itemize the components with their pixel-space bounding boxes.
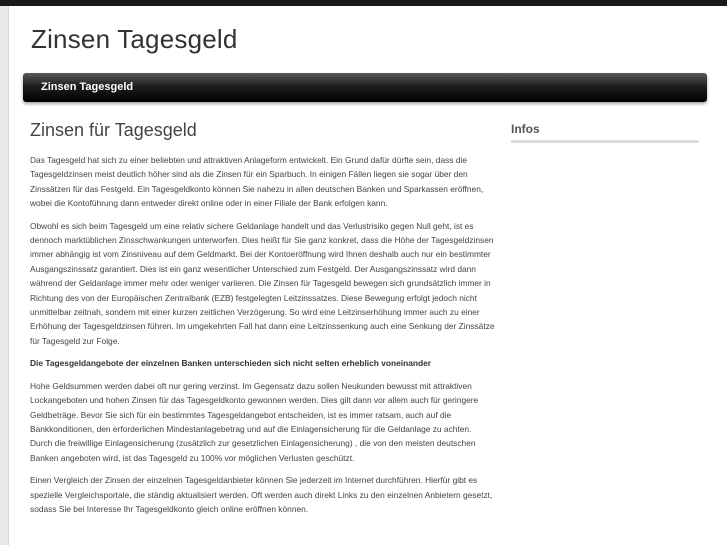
sidebar (511, 122, 699, 143)
post-paragraph: Das Tagesgeld hat sich zu einer beliebten und attraktiven Anlageform entwickelt. Ein Grund dafür dürfte sein, dass die Tagesgeldzinsen meist deutlich höher sind als die Zinsen für ein Sparbuch. In einigen Fällen liegen sie sogar über den Zinssätzen für das Festgeld. Ein Tagesgeldkonto können Sie nahezu in allen deutschen Banken und Sparkassen eröffnen, wobei die Kontoführung dann entweder direkt online oder in einer Filiale der Bank erfolgen kann. (30, 155, 484, 209)
post-paragraph: Einen Vergleich der Zinsen der einzelnen Tagesgeldanbieter können Sie jederzeit im Internet durchführen. Hierfür gibt es spezielle Vergleichsportale, die ständig aktualisiert werden. Oft werden auch direkt Links zu den einzelnen Anbietern gesetzt, sodass Sie bei Interesse Ihr Tagesgeldkonto gleich online eröffnen können. (30, 475, 493, 514)
post-paragraph: Obwohl es sich beim Tagesgeld um eine relativ sichere Geldanlage handelt und das Verlustrisiko gegen Null geht, ist es dennoch marktüblichen Zinsschwankungen unterworfen. Dies heißt für Sie ganz konkret, dass die Höhe der Tagesgeldzinsen immer abhängig ist vom Zinsniveau auf dem Geldmarkt. Bei der Kontoeröffnung wird Ihnen deshalb auch nur ein bestimmter Ausgangszinssatz garantiert. Dies ist ein ganz wesentlicher Unterschied zum Festgeld. Der Ausgangszinssatz wird dann während der Geldanlage immer mehr oder weniger variieren. Die Zinsen für Tagesgeld bewegen sich grundsätzlich immer in Richtung des von der Europäischen Zentralbank (EZB) festgelegten Leitzinssatzes. Diese Bewegung erfolgt jedoch nicht unmittelbar zeitnah, sondern mit einer kurzen zeitlichen Verzögerung. So wird eine Leitzinserhöhung immer auch zu einer Erhöhung der Tagesgeldzinsen führen. Im umgekehrten Fall hat dann eine Leitzinssenkung auch eine Senkung der Zinssätze für Tagesgeld zur Folge. (30, 220, 495, 346)
sidebar-title: Infos (511, 122, 699, 143)
page-container (8, 6, 727, 545)
post-title: Zinsen für Tagesgeld (30, 120, 197, 140)
main-navigation (23, 73, 707, 102)
post-paragraph: Hohe Geldsummen werden dabei oft nur gering verzinst. Im Gegensatz dazu sollen Neukunden bewusst mit attraktiven Lockangeboten und hohen Zinsen für das Tagesgeldkonto gewonnen werden. Dies gilt dann vor allem auch für geringere Geldbeträge. Bevor Sie sich für ein bestimmtes Tagesgeldangebot entscheiden, ist es immer ratsam, auch auf die Bankkonditionen, den erforderlichen Mindestanlagebetrag und auf die Einlagensicherung für die Geldanlage zu achten. Durch die freiwillige Einlagensicherung (zusätzlich zur gesetzlichen Einlagensicherung) , die von den meisten deutschen Banken angeboten wird, ist das Tagesgeld zu 100% vor möglichen Verlusten geschützt. (30, 380, 479, 463)
post-subheading: Die Tagesgeldangebote der einzelnen Banken unterschieden sich nicht selten erheblich voneinander (30, 358, 432, 369)
main-content (30, 120, 496, 524)
site-title[interactable]: Zinsen Tagesgeld (31, 24, 238, 54)
nav-item-zinsen-tagesgeld[interactable]: Zinsen Tagesgeld (41, 81, 134, 93)
